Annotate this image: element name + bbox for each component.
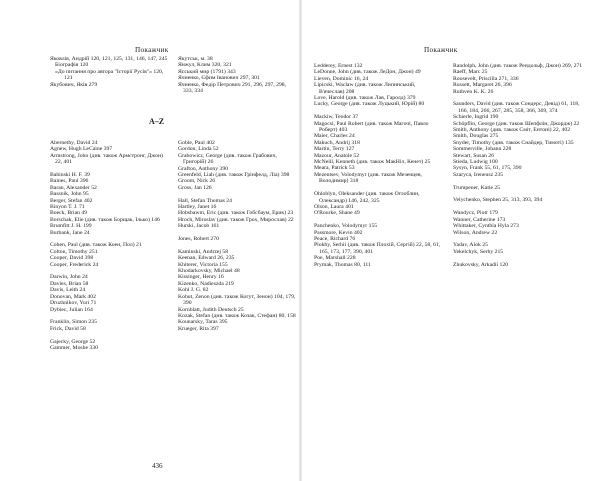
index-entry: Sysyn, Frank 55, 61, 175, 390 xyxy=(453,165,522,172)
index-entry: Brumfitt J. H. 199 xyxy=(50,223,92,230)
index-entry: Peace, Richard 76 xyxy=(314,235,356,242)
index-entry: Goble, Paul 402 xyxy=(178,140,215,146)
index-entry: Gordon, Linda 52 xyxy=(178,146,219,153)
index-entry: O'Rourke, Shane 49 xyxy=(314,210,360,217)
index-entry: Kounarsky, Taras 395 xyxy=(178,319,228,326)
index-column-az-2 xyxy=(178,140,296,332)
index-entry: Gammer, Moshe 330 xyxy=(50,344,98,351)
index-entry: Russett, Margaret 26, 396 xyxy=(453,82,512,89)
running-head: Покажчик xyxy=(424,46,458,54)
index-entry: Randolph, John (див. також Рендольф, Джон) 269, 271 xyxy=(453,63,583,69)
section-heading: A–Z xyxy=(149,117,165,126)
index-column-top-1 xyxy=(50,56,170,88)
index-entry: Franklin, Simon 235 xyxy=(50,319,97,326)
index-entry: Ячненко, Федір Петрович 291, 296, 297, 298, 333, 334 xyxy=(178,81,287,95)
index-entry: Babinski H. F. 39 xyxy=(50,172,90,179)
index-entry: Baran, Alexander 52 xyxy=(50,184,97,191)
index-entry: Druzhnikov, Yuri 71 xyxy=(50,300,97,307)
index-entry: Kaminski, Andrzej 58 xyxy=(178,248,229,255)
index-entry: Cooper, Frederick 24 xyxy=(50,261,99,268)
index-entry: Bassnik, John 95 xyxy=(50,191,89,198)
index-entry: Snyder, Timothy (див. також Снайдер, Тимоті) 135 xyxy=(453,139,574,146)
index-entry: Lieven, Dominic 16, 24 xyxy=(314,75,369,82)
index-entry: Krueger, Rita 397 xyxy=(178,325,219,332)
index-entry: LeDonne, John (див. також ЛеДон, Джон) 49 xyxy=(314,69,421,76)
index-entry: Grabowicz, George (див. також Грабович, Григорій) 26 xyxy=(178,152,277,166)
index-column-az-1 xyxy=(50,140,170,351)
index-entry: Saunders, David (див. також Сондерс, Девід) 61, 118, 166, 184, 266, 267, 285, 358, 366, 369, 374 xyxy=(453,101,580,114)
index-entry: Hroch, Miroslav (див. також Грох, Мирослав) 22 xyxy=(178,216,294,223)
index-entry: Colton, Timothy 251 xyxy=(50,248,98,255)
index-entry: Gajecky, George 52 xyxy=(50,338,96,345)
index-entry: Kozak, Stefan (див. також Козак, Стефан) 80, 158 xyxy=(178,312,296,319)
index-entry: Meara, Patrick 53 xyxy=(314,165,355,172)
index-entry: Panchenko, Volodymyr 155 xyxy=(314,223,378,230)
index-entry: Binyon T. J. 71 xyxy=(50,204,85,211)
index-entry: Schöpflin, George (див. також Шепфлін, Джордж) 22 xyxy=(453,120,580,127)
index-entry: Davies, Brian 58 xyxy=(50,280,89,287)
index-entry: Ledderey, Ernest 132 xyxy=(314,63,363,69)
index-entry: Lucky, George (див. також Луцький, Юрій) 80 xyxy=(314,101,425,108)
index-entry: Mazour, Anatole 52 xyxy=(314,152,360,159)
index-entry: McNeill, Kenneth (див. також МакНіл, Кенет) 25 xyxy=(314,159,431,166)
index-entry: Agnew, Hugh LeCaine 397 xyxy=(50,146,113,153)
index-entry: Lipicski, Waclaw (див. також Липинський, В'ячеслав) 208 xyxy=(314,82,416,95)
running-head: Покажчик xyxy=(135,46,169,54)
index-entry: Kizenko, Nadieszda 219 xyxy=(178,280,234,287)
index-column-top-2 xyxy=(178,56,296,94)
index-entry: Kornblatt, Judith Deutsch 25 xyxy=(178,306,244,313)
index-entry: Wanner, Catherine 173 xyxy=(453,216,506,223)
index-entry: Donovan, Mark 402 xyxy=(50,293,96,300)
index-entry: Passmore, Kevin 402 xyxy=(314,229,363,236)
index-entry: Khiterer, Victoria 155 xyxy=(178,261,228,268)
index-entry: Borschak, Elie (див. також Борщак, Ілько) 146 xyxy=(50,216,160,223)
index-entry: Kohut, Zenon (див. також Когут, Зенон) 104, 179, 390 xyxy=(178,293,296,307)
index-entry: Hartley, Janet 16 xyxy=(178,204,217,211)
index-entry: «До питання про автора "Історії Русів"» 120, 121 xyxy=(55,68,164,82)
index-entry: Schierle, Ingrid 190 xyxy=(453,114,499,121)
index-entry: Frick, David 58 xyxy=(50,325,86,332)
index-entry: Zhukovsky, Arkadii 120 xyxy=(453,261,509,268)
index-entry: Martin, Terry 127 xyxy=(314,146,355,153)
index-entry: Kissinger, Henry 16 xyxy=(178,274,224,281)
index-entry: Maier, Charles 24 xyxy=(314,133,355,140)
index-entry: Mezentsev, Volodymyr (див. також Мезенцев, Володимир) 318 xyxy=(314,171,422,185)
index-entry: Olson, Laura 401 xyxy=(314,203,354,210)
index-entry: Ohloblyn, Oleksander (див. також Оглоблин, Олександр) 146, 242, 325 xyxy=(314,191,420,204)
index-entry: Abernethy, David 24 xyxy=(50,140,98,146)
index-entry: Greenfeld, Liah (див. також Грінфелд, Ліа) 398 xyxy=(178,172,290,179)
index-entry: Cohen, Paul (див. також Коен, Пол) 21 xyxy=(50,242,142,249)
index-entry: Якутськ, м. 38 xyxy=(178,56,213,62)
index-entry: Darwin, John 24 xyxy=(50,274,88,281)
index-entry: Szaryca, Ireneusz 235 xyxy=(453,171,504,178)
index-entry: Trumpener, Katie 25 xyxy=(453,184,501,191)
index-entry: Hurski, Jacob 161 xyxy=(178,223,220,230)
index-entry: Davis, Leith 24 xyxy=(50,287,86,294)
index-entry: Ячненко, Єфим Іванович 297, 301 xyxy=(178,75,260,82)
index-column-2 xyxy=(453,63,583,268)
index-entry: Burbank, Jane 24 xyxy=(50,229,90,236)
index-entry: Біографія 120 xyxy=(55,62,89,69)
index-entry: Keenan, Edward 26, 235 xyxy=(178,255,235,262)
index-entry: Armstrong, John (див. також Армстронг, Джон) 22, 401 xyxy=(50,152,163,166)
index-entry: Dybiec, Julian 164 xyxy=(50,306,93,313)
index-entry: Ясський мир (1791) 343 xyxy=(178,68,236,75)
index-entry: Magocsi, Paul Robert (див. також Магочі, Павло Роберт) 403 xyxy=(314,120,429,134)
index-entry: Grafton, Anthony 390 xyxy=(178,165,229,172)
index-entry: Velychenko, Stephen 25, 313, 393, 394 xyxy=(453,197,543,204)
index-entry: Yekelchyk, Serhy 215 xyxy=(453,248,504,255)
index-entry: Sommerville, Johann 228 xyxy=(453,146,512,153)
index-entry: Baines, Paul 396 xyxy=(50,178,89,185)
index-entry: Poe, Marshall 228 xyxy=(314,255,356,262)
index-entry: Roosevelt, Priscilla 271, 336 xyxy=(453,75,519,82)
index-entry: Hobsbawm, Eric (див. також Гобсбаум, Ерик) 23 xyxy=(178,210,294,217)
index-entry: Wilson, Andrew 22 xyxy=(453,229,498,236)
index-entry: Kohl J. G. 82 xyxy=(178,287,209,294)
index-entry: Gross, Jan 126 xyxy=(178,184,212,191)
index-entry: Hall, Stefan Thomas 24 xyxy=(178,197,232,204)
index-entry: Янжул, Клим 320, 321 xyxy=(178,62,232,69)
index-entry: Jones, Robert 270 xyxy=(178,236,219,243)
index-entry: Groom, Nick 26 xyxy=(178,178,216,185)
index-entry: Prymak, Thomas 80, 111 xyxy=(314,261,371,268)
index-entry: Plokhy, Serhii (див. також Плохій, Сергій) 22, 58, 61, 165, 173, 177, 390, 401 xyxy=(314,242,441,255)
index-entry: Wandycz, Piotr 179 xyxy=(453,210,498,217)
index-entry: Yadav, Alok 25 xyxy=(453,242,488,249)
right-page xyxy=(302,0,600,481)
index-entry: Whittaker, Cynthia Hyla 273 xyxy=(453,223,519,230)
index-entry: Smith, Anthony (див. також Сміт, Ентоні) 22, 402 xyxy=(453,127,571,134)
index-entry: Berger, Stefan 402 xyxy=(50,197,93,204)
page-number: 436 xyxy=(152,462,163,470)
index-entry: Якубович, Яків 279 xyxy=(50,81,98,88)
index-entry: Boeck, Brian 49 xyxy=(50,210,88,217)
index-entry: Raeff, Marc 25 xyxy=(453,69,488,76)
index-entry: Ruthven K. K. 26 xyxy=(453,88,494,95)
index-entry: Makuch, Andrij 318 xyxy=(314,139,360,146)
index-entry: Love, Harold (див. також Лав, Гаролд) 379 xyxy=(314,95,416,102)
index-entry: Khodarkovsky, Michael 48 xyxy=(178,268,240,275)
index-column-1 xyxy=(314,63,442,268)
index-entry: Stieda, Ludwig 100 xyxy=(453,159,498,166)
index-entry: Яковлів, Андрій 120, 121, 125, 131, 146, 147, 245 xyxy=(50,56,168,62)
index-entry: Mackiw, Teodor 37 xyxy=(314,114,359,121)
index-entry: Smith, Douglas 275 xyxy=(453,133,499,140)
index-entry: Cooper, David 398 xyxy=(50,255,94,262)
index-entry: Stewart, Susan 26 xyxy=(453,152,494,159)
